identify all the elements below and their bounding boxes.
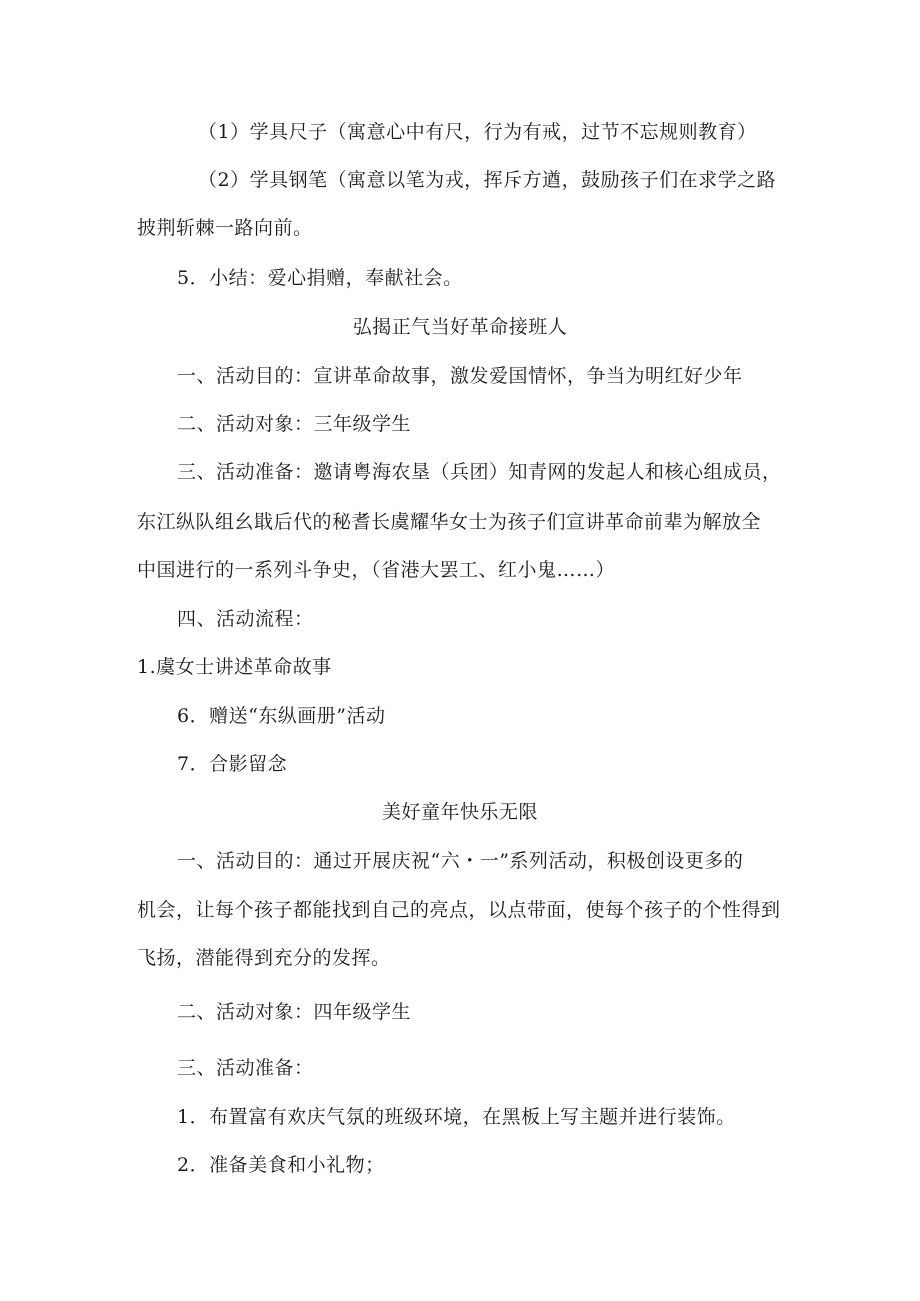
childhood-prep: 三、活动准备： [177, 1057, 314, 1079]
section-title-revolution: 弘揭正气当好革命接班人 [352, 316, 568, 338]
item-ruler: （1）学具尺子（寓意心中有尺，行为有戒，过节不忘规则教育） [198, 121, 757, 143]
section-title-childhood: 美好童年快乐无限 [381, 801, 538, 823]
revolution-target: 二、活动对象：三年级学生 [177, 413, 412, 435]
childhood-prep1: 1．布置富有欢庆气氛的班级环境，在黑板上写主题并进行装饰。 [177, 1106, 736, 1128]
childhood-purpose-line3: 飞扬，潜能得到充分的发挥。 [137, 947, 391, 969]
revolution-process: 四、活动流程： [177, 608, 314, 630]
childhood-purpose-line2: 机会，让每个孩子都能找到自己的亮点，以点带面，使每个孩子的个性得到 [137, 899, 781, 921]
item-pen-line1: （2）学具钢笔（寓意以笔为戎，挥斥方遒，鼓励孩子们在求学之路 [198, 169, 777, 191]
childhood-purpose-line1: 一、活动目的：通过开展庆祝“六・一”系列活动，积极创设更多的 [177, 850, 744, 872]
revolution-step2: 6．赠送“东纵画册”活动 [177, 705, 386, 727]
childhood-target: 二、活动对象：四年级学生 [177, 1001, 412, 1023]
revolution-prep-line1: 三、活动准备：邀请粤海农垦（兵团）知青网的发起人和核心组成员， [177, 461, 782, 483]
childhood-prep2: 2．准备美食和小礼物； [177, 1154, 385, 1176]
summary-line: 5．小结：爱心捐赠，奉献社会。 [177, 267, 463, 289]
item-pen-line2: 披荆斩棘一路向前。 [137, 217, 313, 239]
revolution-prep-line2: 东江纵队组幺戢后代的秘耆长虞耀华女士为孩子们宣讲革命前辈为解放全 [137, 511, 762, 533]
revolution-step1: 1.虞女士讲述革命故事 [137, 656, 332, 678]
revolution-purpose: 一、活动目的：宣讲革命故事，激发爱国情怀，争当为明红好少年 [177, 365, 743, 387]
revolution-step3: 7．合影留念 [177, 753, 288, 775]
revolution-prep-line3: 中国进行的一系列斗争史，（省港大罢工、红小鬼……） [137, 559, 616, 581]
